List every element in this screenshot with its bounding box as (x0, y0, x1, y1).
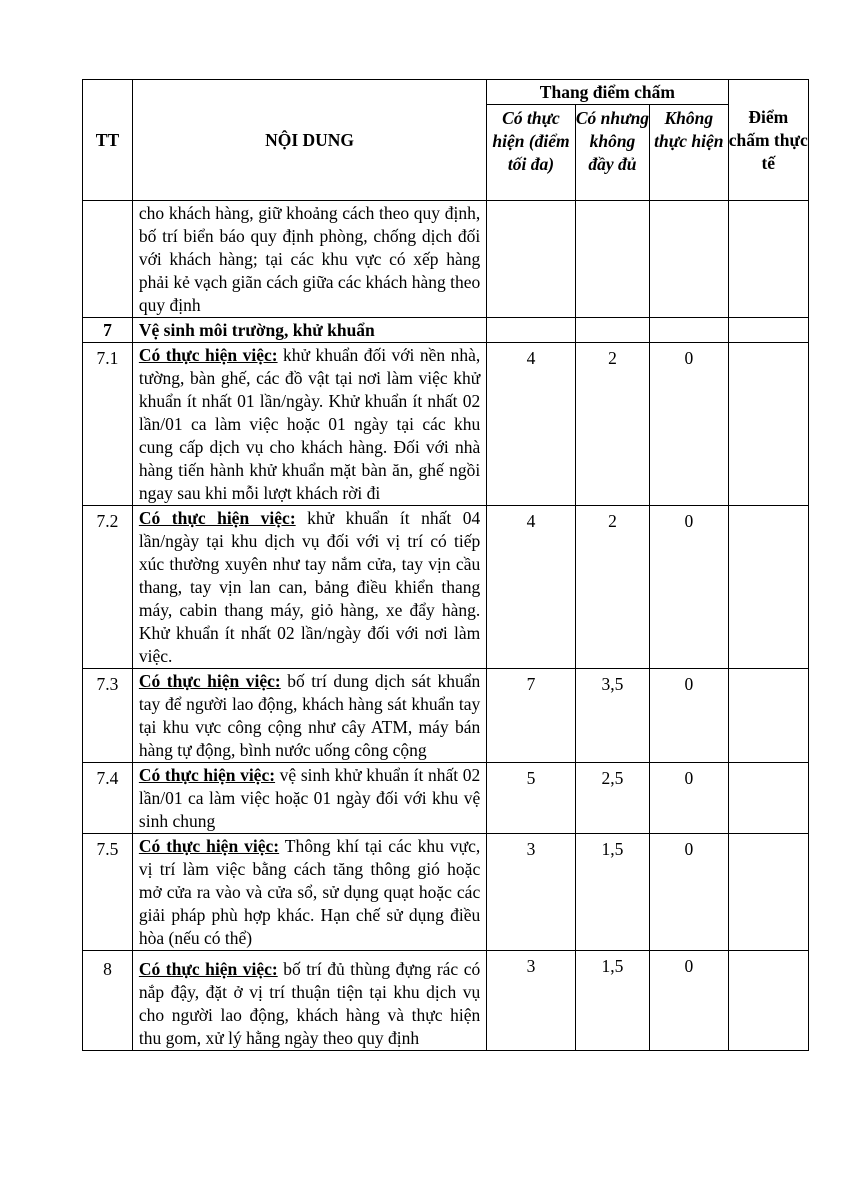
table-row (83, 834, 809, 951)
row-tt: 7.3 (83, 669, 133, 763)
row-max: 3 (487, 951, 576, 1051)
row-partial: 3,5 (575, 669, 649, 763)
header-tt: TT (83, 80, 133, 201)
header-co-nhung-khong-day-du: Có nhưng không đầy đủ (575, 105, 649, 201)
table-row (83, 669, 809, 763)
row-actual (728, 834, 808, 951)
row-none: 0 (650, 506, 728, 669)
row-text: vệ sinh khử khuẩn ít nhất 02 lần/01 ca làm việc hoặc 01 ngày đối với khu vệ sinh chung (138, 765, 481, 831)
row-partial: 2 (575, 506, 649, 669)
section-tt: 7 (83, 318, 133, 343)
row-actual (728, 506, 808, 669)
row-content (132, 834, 486, 951)
row-tt: 7.5 (83, 834, 133, 951)
table-row (83, 951, 809, 1051)
row-tt: 8 (83, 951, 133, 1051)
row-lead: Có thực hiện việc: (138, 671, 281, 691)
row-tt: 7.2 (83, 506, 133, 669)
header-khong-thuc-hien: Không thực hiện (650, 105, 728, 201)
table-row (83, 763, 809, 834)
row-lead: Có thực hiện việc: (138, 508, 296, 528)
row-content (132, 763, 486, 834)
row-max: 3 (487, 834, 576, 951)
row-none: 0 (650, 669, 728, 763)
header-diem-cham-thuc-te: Điểm chấm thực tế (728, 80, 808, 201)
row-text: bố trí đủ thùng đựng rác có nắp đậy, đặt ở vị trí thuận tiện tại khu dịch vụ cho người lao động, khách hàng và thực hiện thu gom, xử lý hằng ngày theo quy định (138, 959, 481, 1048)
table-row (83, 506, 809, 669)
table-row (83, 343, 809, 506)
row-lead: Có thực hiện việc: (138, 765, 276, 785)
row-tt: 7.4 (83, 763, 133, 834)
row-content (132, 669, 486, 763)
header-thang-diem: Thang điểm chấm (487, 80, 728, 105)
row-actual (728, 669, 808, 763)
row-text: khử khuẩn ít nhất 04 lần/ngày tại khu dịch vụ đối với vị trí có tiếp xúc thường xuyên như tay nắm cửa, tay vịn cầu thang, tay vịn lan can, bảng điều khiển thang máy, cabin thang máy, giỏ hàng, xe đẩy hàng. Khử khuẩn ít nhất 02 lần/ngày đối với nơi làm việc. (138, 508, 481, 666)
row-actual (728, 951, 808, 1051)
row-none: 0 (650, 343, 728, 506)
header-co-thuc-hien: Có thực hiện (điểm tối đa) (487, 105, 576, 201)
row-actual (728, 343, 808, 506)
row-max: 4 (487, 343, 576, 506)
row-none: 0 (650, 763, 728, 834)
row-content (132, 951, 486, 1051)
continuation-row (83, 201, 809, 318)
row-max: 5 (487, 763, 576, 834)
continuation-tt (83, 201, 133, 318)
scoring-table (82, 79, 809, 1051)
row-none: 0 (650, 834, 728, 951)
row-none: 0 (650, 951, 728, 1051)
row-content (132, 343, 486, 506)
row-text: bố trí dung dịch sát khuẩn tay để người lao động, khách hàng sát khuẩn tay tại khu vực công cộng như cây ATM, máy bán hàng tự động, bình nước uống công cộng (138, 671, 481, 760)
row-max: 7 (487, 669, 576, 763)
section-row (83, 318, 809, 343)
row-lead: Có thực hiện việc: (138, 345, 278, 365)
row-partial: 2,5 (575, 763, 649, 834)
row-partial: 2 (575, 343, 649, 506)
section-title: Vệ sinh môi trường, khử khuẩn (132, 318, 486, 343)
row-partial: 1,5 (575, 951, 649, 1051)
continuation-text: cho khách hàng, giữ khoảng cách theo quy định, bố trí biển báo quy định phòng, chống dịch đối với khách hàng; tại các khu vực có xếp hàng phải kẻ vạch giãn cách giữa các khách hàng theo quy định (132, 201, 486, 318)
row-partial: 1,5 (575, 834, 649, 951)
row-tt: 7.1 (83, 343, 133, 506)
row-actual (728, 763, 808, 834)
row-content (132, 506, 486, 669)
row-text: Thông khí tại các khu vực, vị trí làm việc bằng cách tăng thông gió hoặc mở cửa ra vào và cửa sổ, sử dụng quạt hoặc các giải pháp phù hợp khác. Hạn chế sử dụng điều hòa (nếu có thể) (138, 836, 481, 948)
row-lead: Có thực hiện việc: (138, 959, 278, 979)
header-noi-dung: NỘI DUNG (132, 80, 486, 201)
row-max: 4 (487, 506, 576, 669)
row-lead: Có thực hiện việc: (138, 836, 280, 856)
row-text: khử khuẩn đối với nền nhà, tường, bàn ghế, các đồ vật tại nơi làm việc khử khuẩn ít nhất 01 lần/ngày. Khử khuẩn ít nhất 02 lần/01 ca làm việc hoặc 01 ngày tại các khu cung cấp dịch vụ cho khách hàng. Đối với nhà hàng tiến hành khử khuẩn mặt bàn ăn, ghế ngồi ngay sau khi mỗi lượt khách rời đi (138, 345, 481, 503)
